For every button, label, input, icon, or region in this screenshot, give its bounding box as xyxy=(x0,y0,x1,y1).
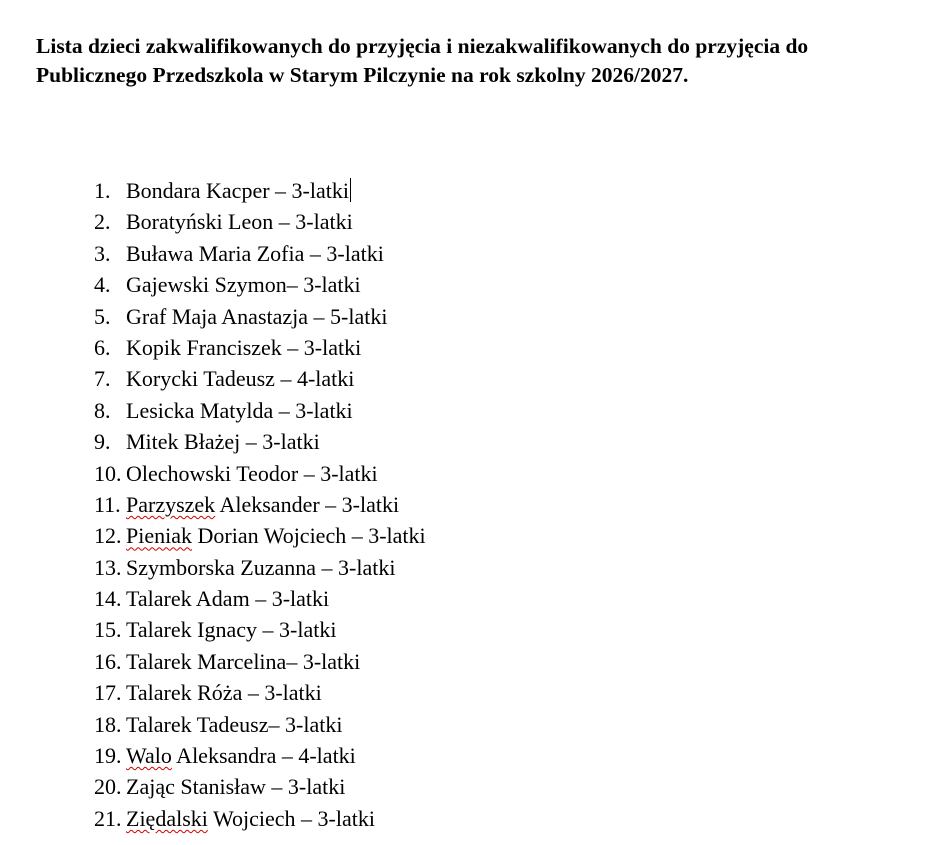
item-text[interactable] xyxy=(126,489,399,520)
child-name: Talarek Ignacy xyxy=(126,617,257,643)
item-number: 12. xyxy=(94,523,122,549)
spellcheck-flagged-word[interactable]: Parzyszek xyxy=(126,491,216,517)
child-name: Talarek Tadeusz xyxy=(126,711,269,737)
item-number: 1. xyxy=(94,178,111,203)
child-name: Zając Stanisław xyxy=(126,774,266,800)
spellcheck-flagged-word[interactable]: Walo xyxy=(126,743,172,769)
age-group: – 3-latki xyxy=(316,554,396,580)
item-number: 6. xyxy=(94,334,111,360)
item-text[interactable] xyxy=(126,332,361,363)
document-title: Lista dzieci zakwalifikowanych do przyjęcia i niezakwalifikowanych do przyjęcia do Publicznego Przedszkola w Starym Pilczynie na rok szkolny 2026/2027. xyxy=(36,34,809,87)
child-name: Talarek Marcelina xyxy=(126,648,287,674)
item-text[interactable] xyxy=(126,709,342,740)
item-text[interactable] xyxy=(126,552,395,583)
item-text[interactable] xyxy=(126,646,360,677)
child-name: Kopik Franciszek xyxy=(126,334,282,360)
text-cursor xyxy=(350,178,351,202)
age-group: – 4-latki xyxy=(276,743,356,769)
item-text[interactable] xyxy=(126,614,336,645)
item-text[interactable] xyxy=(126,803,375,834)
item-number: 4. xyxy=(94,272,111,298)
age-group: – 3-latki xyxy=(346,523,426,549)
item-text[interactable] xyxy=(126,426,320,457)
item-number: 11. xyxy=(94,491,121,517)
age-group: – 3-latki xyxy=(281,334,362,360)
child-given-names: Aleksander xyxy=(215,491,320,517)
item-number: 9. xyxy=(94,429,111,455)
child-name: Lesicka Matylda xyxy=(126,397,274,423)
age-group: – 3-latki xyxy=(249,586,330,612)
item-number: 3. xyxy=(94,240,111,266)
age-group: – 3-latki xyxy=(240,429,320,455)
item-text[interactable] xyxy=(126,269,361,300)
child-name: Szymborska Zuzanna xyxy=(126,554,316,580)
item-text[interactable] xyxy=(126,395,353,426)
item-text[interactable] xyxy=(126,238,384,269)
item-number: 18. xyxy=(94,711,122,737)
item-text[interactable] xyxy=(126,206,353,237)
child-name: Gajewski Szymon xyxy=(126,272,287,298)
age-group: – 3-latki xyxy=(298,460,378,486)
age-group: – 3-latki xyxy=(268,711,343,737)
item-number: 15. xyxy=(94,617,122,643)
age-group: – 3-latki xyxy=(286,648,361,674)
age-group: – 3-latki xyxy=(257,617,337,643)
child-name: Talarek Adam xyxy=(126,586,250,612)
item-text[interactable] xyxy=(126,363,354,394)
age-group: – 5-latki xyxy=(308,303,388,329)
item-number: 8. xyxy=(94,397,111,423)
child-name: Talarek Róża xyxy=(126,680,243,706)
item-number: 14. xyxy=(94,586,122,612)
item-text[interactable] xyxy=(126,458,378,489)
item-text[interactable] xyxy=(126,520,426,551)
item-text[interactable] xyxy=(126,175,351,206)
child-name: Olechowski Teodor xyxy=(126,460,299,486)
age-group: – 3-latki xyxy=(319,491,400,517)
child-name: Boratyński Leon xyxy=(126,209,274,235)
item-number: 21. xyxy=(94,805,122,831)
child-given-names: Dorian Wojciech xyxy=(192,523,347,549)
item-number: 2. xyxy=(94,209,111,235)
item-text[interactable] xyxy=(126,740,356,771)
age-group: – 3-latki xyxy=(286,272,361,298)
item-number: 17. xyxy=(94,680,122,706)
item-number: 10. xyxy=(94,460,122,486)
age-group: – 3-latki xyxy=(273,209,353,235)
item-text[interactable] xyxy=(126,301,387,332)
child-name: Korycki Tadeusz xyxy=(126,366,275,392)
age-group: – 3-latki xyxy=(265,774,346,800)
item-number: 20. xyxy=(94,774,122,800)
age-group: – 3-latki xyxy=(242,680,322,706)
item-number: 5. xyxy=(94,303,111,329)
spellcheck-flagged-word[interactable]: Pieniak xyxy=(126,523,192,549)
item-number: 16. xyxy=(94,648,122,674)
item-text[interactable] xyxy=(126,583,329,614)
child-name: Mitek Błażej xyxy=(126,429,241,455)
child-name: Bondara Kacper xyxy=(126,178,270,203)
item-number: 13. xyxy=(94,554,122,580)
age-group: – 3-latki xyxy=(295,805,375,831)
item-number: 7. xyxy=(94,366,111,392)
child-name: Buława Maria Zofia xyxy=(126,240,305,266)
child-given-names: Wojciech xyxy=(207,805,296,831)
age-group: – 4-latki xyxy=(274,366,355,392)
spellcheck-flagged-word[interactable]: Ziędalski xyxy=(126,805,208,831)
age-group: – 3-latki xyxy=(304,240,384,266)
item-text[interactable] xyxy=(126,677,322,708)
child-given-names: Aleksandra xyxy=(171,743,277,769)
item-number: 19. xyxy=(94,743,122,769)
age-group: – 3-latki xyxy=(269,178,349,203)
child-name: Graf Maja Anastazja xyxy=(126,303,309,329)
age-group: – 3-latki xyxy=(273,397,353,423)
item-text[interactable] xyxy=(126,771,345,802)
